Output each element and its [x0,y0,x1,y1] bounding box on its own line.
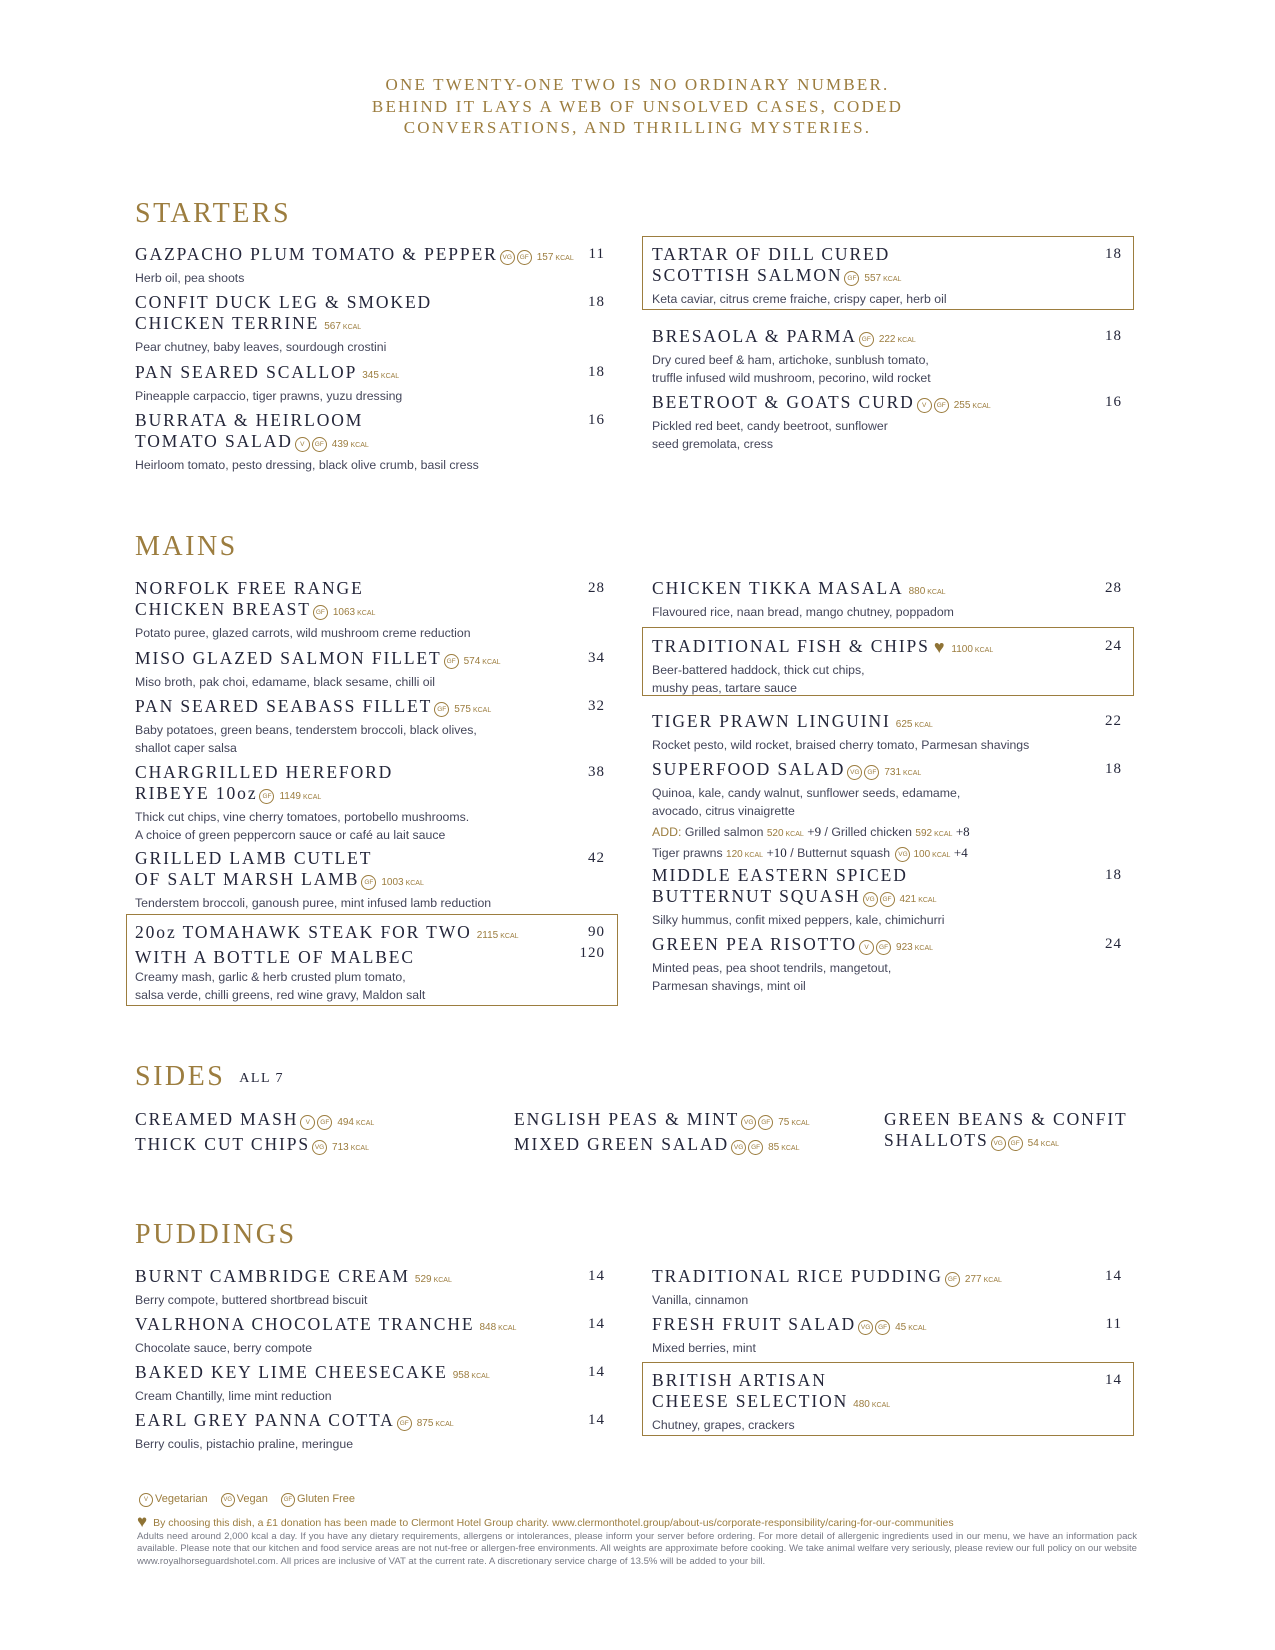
item-name: GRILLED LAMB CUTLET OF SALT MARSH LAMB GF 1003 KCAL [135,848,424,889]
item-name: TIGER PRAWN LINGUINI 625 KCAL [652,711,933,731]
item-name: BRESAOLA & PARMA GF 222 KCAL [652,326,916,346]
item-description: Cream Chantilly, lime mint reduction [135,1389,332,1403]
kcal-value: 1149 KCAL [279,791,322,802]
puddings-title: PUDDINGS [135,1219,297,1250]
intro-line: CONVERSATIONS, AND THRILLING MYSTERIES. [403,118,872,137]
item-name: PAN SEARED SCALLOP 345 KCAL [135,362,400,382]
intro-line: BEHIND IT LAYS A WEB OF UNSOLVED CASES, CODED [371,96,904,116]
sides-price-note: ALL 7 [239,1070,284,1086]
side-item: ENGLISH PEAS & MINT VG GF 75 KCAL [514,1109,810,1129]
kcal-value: 1100 KCAL [951,644,994,655]
dietary-legend [137,1493,363,1507]
item-price: 18 [1105,761,1122,777]
vegan-icon: VG [741,1115,756,1130]
item-name: CHICKEN TIKKA MASALA 880 KCAL [652,578,946,598]
gluten-free-icon: GF [859,332,874,347]
item-name [135,244,605,269]
item-price: 90 120 [579,924,605,961]
vegetarian-icon: V [295,437,310,452]
kcal-value: 848 KCAL [479,1322,517,1333]
kcal-value: 575 KCAL [454,704,492,715]
legend-label: Vegetarian [155,1493,208,1505]
item-description: Mixed berries, mint [652,1341,756,1355]
gluten-free-icon: GF [934,398,949,413]
vegan-icon: VG [858,1320,873,1335]
item-description: Beer-battered haddock, thick cut chips, mushy peas, tartare sauce [652,663,865,695]
item-name: CONFIT DUCK LEG & SMOKED CHICKEN TERRINE 567 KCAL [135,292,433,333]
item-price: 16 [1105,394,1122,410]
item-price: 22 [1105,713,1122,729]
side-item: THICK CUT CHIPS VG 713 KCAL [135,1134,369,1154]
gluten-free-icon: GF [312,437,327,452]
gluten-free-icon: GF [434,702,449,717]
item-price: 14 [1105,1372,1122,1388]
kcal-value: 157 KCAL [536,252,574,263]
menu-item [135,362,605,406]
menu-item [135,1314,605,1358]
salad-addons: ADD: Grilled salmon 520 KCAL +9 / Grilled chicken 592 KCAL +8 Tiger prawns 120 KCAL +10 / Butternut squash VG 100 KCAL +4 [652,824,970,860]
menu-item [135,1362,605,1406]
item-name: BRITISH ARTISAN CHEESE SELECTION 480 KCAL [652,1370,891,1411]
kcal-value: 222 KCAL [878,334,916,345]
kcal-value: 557 KCAL [864,273,902,284]
menu-item [652,1370,1122,1435]
item-name: TARTAR OF DILL CURED SCOTTISH SALMON GF 557 KCAL [652,244,902,285]
kcal-value: 567 KCAL [324,321,362,332]
item-price: 18 [588,364,605,380]
item-price: 14 [588,1364,605,1380]
menu-item [135,648,605,692]
vegetarian-icon: V [300,1115,315,1130]
item-price: 14 [588,1412,605,1428]
kcal-value: 277 KCAL [964,1274,1002,1285]
item-description: Flavoured rice, naan bread, mango chutney, poppadom [652,605,954,619]
item-price: 24 [1105,936,1122,952]
gluten-free-icon: GF [281,1493,295,1507]
kcal-value: 529 KCAL [414,1274,452,1285]
kcal-value: 1003 KCAL [381,877,424,888]
menu-item [652,326,1122,387]
vegan-icon: VG [863,892,878,907]
intro-line: ONE TWENTY-ONE TWO IS NO ORDINARY NUMBER. [385,75,890,94]
kcal-value: 45 KCAL [895,1322,927,1333]
item-name: CHARGRILLED HEREFORD RIBEYE 10oz GF 1149 KCAL [135,762,394,803]
item-price: 34 [588,650,605,666]
gluten-free-icon: GF [1008,1136,1023,1151]
item-description: Thick cut chips, vine cherry tomatoes, portobello mushrooms. A choice of green peppercorn sauce or café au lait sauce [135,810,470,842]
item-price: 16 [588,412,605,428]
kcal-value: 439 KCAL [331,439,369,450]
menu-item [135,292,605,357]
side-item: CREAMED MASH V GF 494 KCAL [135,1109,375,1129]
disclaimer: Adults need around 2,000 kcal a day. If you have any dietary requirements, allergens or intolerances, please inform your server before ordering. For more detail of allergenic ingredients used in our menu, we have an information pack available. Please note that our kitchen and food service areas are not nut-free or allergen-free environments. All weights are approximate before cooking. We take animal welfare very seriously, please review our full policy on our website www.royalhorseguardshotel.com. All prices are inclusive of VAT at the current rate. A discretionary service charge of 13.5% will be added to your bill. [137,1531,1137,1567]
item-description: Rocket pesto, wild rocket, braised cherry tomato, Parmesan shavings [652,738,1030,752]
item-description: Herb oil, pea shoots [135,271,245,285]
gluten-free-icon: GF [361,875,376,890]
menu-item [135,1266,605,1310]
item-price: 18 [588,294,605,310]
heart-icon: ♥ [933,637,947,657]
vegetarian-icon: V [917,398,932,413]
item-description: Pineapple carpaccio, tiger prawns, yuzu dressing [135,389,403,403]
vegan-icon: VG [895,847,910,862]
item-price: 42 [588,850,605,866]
item-name: BEETROOT & GOATS CURD V GF 255 KCAL [652,392,991,412]
menu-item [135,922,605,1004]
item-description: Dry cured beef & ham, artichoke, sunblush tomato, truffle infused wild mushroom, pecorino, wild rocket [652,353,931,385]
menu-item [652,711,1122,755]
menu-item [652,1266,1122,1310]
kcal-value: 731 KCAL [884,767,922,778]
menu-item [652,578,1122,622]
legend-label: Vegan [236,1493,268,1505]
kcal-value: 421 KCAL [899,894,937,905]
menu-item [652,865,1122,930]
kcal-value: 345 KCAL [362,370,400,381]
item-description: Silky hummus, confit mixed peppers, kale, chimichurri [652,913,945,927]
item-price: 14 [588,1316,605,1332]
item-name: GREEN PEA RISOTTO V GF 923 KCAL [652,934,934,954]
item-description: Berry coulis, pistachio praline, meringue [135,1437,354,1451]
vegan-icon: VG [731,1140,746,1155]
kcal-value: 923 KCAL [896,942,934,953]
gluten-free-icon: GF [517,250,532,265]
gluten-free-icon: GF [397,1416,412,1431]
item-name: TRADITIONAL RICE PUDDING GF 277 KCAL [652,1266,1002,1286]
kcal-value: 625 KCAL [895,719,933,730]
menu-item [652,636,1122,697]
vegan-icon: VG [500,250,515,265]
item-price: 38 [588,764,605,780]
menu-item [652,934,1122,995]
item-price: 18 [1105,328,1122,344]
item-name: TRADITIONAL FISH & CHIPS ♥ 1100 KCAL [652,636,994,657]
item-price: 32 [588,698,605,714]
vegan-icon: VG [312,1140,327,1155]
item-description: Potato puree, glazed carrots, wild mushroom creme reduction [135,626,471,640]
item-price: 28 [588,580,605,596]
item-price: 14 [1105,1268,1122,1284]
vegetarian-icon: V [139,1493,153,1507]
item-price: 11 [1105,1316,1122,1332]
kcal-value: 1063 KCAL [332,607,376,618]
gluten-free-icon: GF [864,765,879,780]
item-name: BURNT CAMBRIDGE CREAM 529 KCAL [135,1266,452,1286]
menu-item [135,696,605,757]
item-name: MISO GLAZED SALMON FILLET GF 574 KCAL [135,648,501,668]
menu-item [135,578,605,643]
item-price: 18 [1105,246,1122,262]
item-name: BURRATA & HEIRLOOM TOMATO SALAD V GF 439 KCAL [135,410,369,451]
item-name: 20oz TOMAHAWK STEAK FOR TWO 2115 KCAL WITH A BOTTLE OF MALBEC [135,922,519,967]
kcal-value: 480 KCAL [853,1399,891,1410]
side-item: GREEN BEANS & CONFIT SHALLOTS VG GF 54 KCAL [884,1109,1128,1150]
menu-item [135,848,605,913]
kcal-value: 2115 KCAL [476,930,519,941]
item-description: Minted peas, pea shoot tendrils, mangetout, Parmesan shavings, mint oil [652,961,892,993]
gluten-free-icon: GF [945,1272,960,1287]
vegan-icon: VG [991,1136,1006,1151]
item-name: BAKED KEY LIME CHEESECAKE 958 KCAL [135,1362,490,1382]
menu-item [652,759,1122,864]
gluten-free-icon: GF [444,654,459,669]
gluten-free-icon: GF [880,892,895,907]
starters-title: STARTERS [135,198,292,229]
charity-text: By choosing this dish, a £1 donation has been made to Clermont Hotel Group charity. www.clermonthotel.group/about-us/corporate-responsibility/caring-for-our-communities [153,1517,954,1529]
gluten-free-icon: GF [313,605,328,620]
heart-icon: ♥ [137,1512,148,1531]
item-price: 18 [1105,867,1122,883]
item-price: 14 [588,1268,605,1284]
item-description: Baby potatoes, green beans, tenderstem broccoli, black olives, shallot caper salsa [135,723,477,755]
gluten-free-icon: GF [844,271,859,286]
item-description: Chocolate sauce, berry compote [135,1341,313,1355]
menu-item [652,1314,1122,1358]
item-name: FRESH FRUIT SALAD VG GF 45 KCAL [652,1314,927,1334]
vegan-icon: VG [847,765,862,780]
item-name: EARL GREY PANNA COTTA GF 875 KCAL [135,1410,454,1430]
item-name: SUPERFOOD SALAD VG GF 731 KCAL [652,759,922,779]
item-description: Tenderstem broccoli, ganoush puree, mint infused lamb reduction [135,896,492,910]
menu-item [652,392,1122,453]
gluten-free-icon: GF [876,940,891,955]
gluten-free-icon: GF [259,789,274,804]
mains-title: MAINS [135,531,238,562]
menu-item [135,410,605,475]
item-price: 28 [1105,580,1122,596]
item-price: 11 [588,246,605,262]
sides-title: SIDES ALL 7 [135,1061,284,1092]
item-description: Pear chutney, baby leaves, sourdough crostini [135,340,387,354]
kcal-value: 958 KCAL [452,1370,490,1381]
kcal-value: 875 KCAL [416,1418,454,1429]
item-name: MIDDLE EASTERN SPICED BUTTERNUT SQUASH VG GF 421 KCAL [652,865,937,906]
kcal-value: 574 KCAL [463,656,501,667]
kcal-value: 880 KCAL [908,586,946,597]
item-name-text: GAZPACHO PLUM TOMATO & PEPPER [135,244,498,264]
item-description: Miso broth, pak choi, edamame, black sesame, chilli oil [135,675,436,689]
legend-label: Gluten Free [296,1493,356,1505]
charity-note [137,1512,954,1532]
gluten-free-icon: GF [317,1115,332,1130]
item-name: PAN SEARED SEABASS FILLET GF 575 KCAL [135,696,492,716]
item-price: 24 [1105,638,1122,654]
item-description: Keta caviar, citrus creme fraiche, crispy caper, herb oil [652,292,947,306]
item-description: Vanilla, cinnamon [652,1293,749,1307]
vegetarian-icon: V [859,940,874,955]
item-description: Berry compote, buttered shortbread biscuit [135,1293,368,1307]
side-item: MIXED GREEN SALAD VG GF 85 KCAL [514,1134,800,1154]
item-description: Quinoa, kale, candy walnut, sunflower seeds, edamame, avocado, citrus vinaigrette [652,786,961,818]
item-name: NORFOLK FREE RANGE CHICKEN BREAST GF 1063 KCAL [135,578,376,619]
gluten-free-icon: GF [875,1320,890,1335]
item-description: Heirloom tomato, pesto dressing, black olive crumb, basil cress [135,458,479,472]
item-description: Creamy mash, garlic & herb crusted plum tomato, salsa verde, chilli greens, red wine gravy, Maldon salt [135,970,426,1002]
menu-item [135,244,605,288]
intro-text [0,74,1275,139]
menu-item [135,762,605,844]
gluten-free-icon: GF [758,1115,773,1130]
menu-item [652,244,1122,309]
menu-item [135,1410,605,1454]
item-description: Pickled red beet, candy beetroot, sunflower seed gremolata, cress [652,419,888,451]
vegan-icon: VG [221,1493,235,1507]
kcal-value: 255 KCAL [953,400,991,411]
item-name: VALRHONA CHOCOLATE TRANCHE 848 KCAL [135,1314,517,1334]
gluten-free-icon: GF [748,1140,763,1155]
item-description: Chutney, grapes, crackers [652,1418,795,1432]
